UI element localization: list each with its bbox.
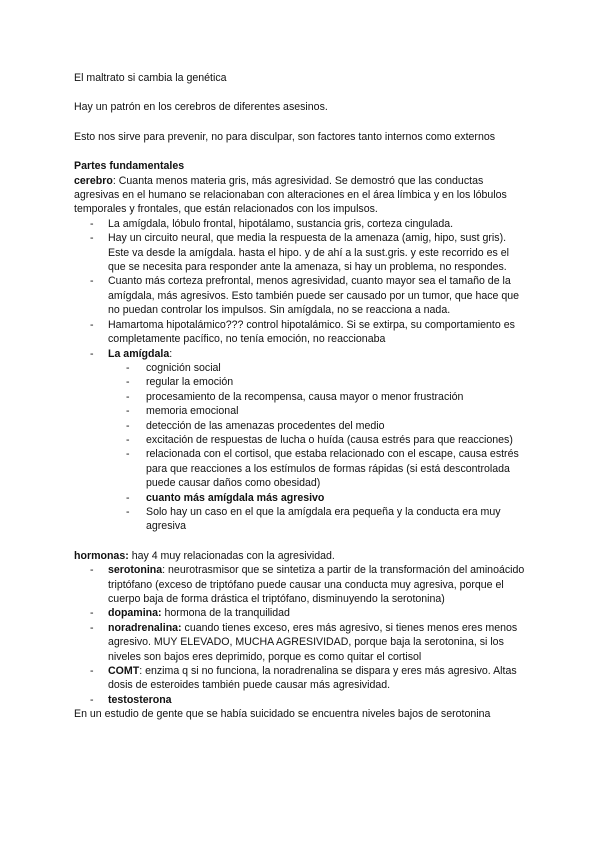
- dash-bullet: -: [90, 665, 94, 678]
- hormone-term: dopamina:: [108, 607, 162, 620]
- dash-bullet: -: [126, 419, 130, 432]
- dash-bullet: -: [90, 693, 94, 706]
- sub-list-item: [108, 375, 526, 389]
- hormonas-list: [74, 563, 526, 707]
- dash-bullet: -: [90, 275, 94, 288]
- sub-list-item-text: cognición social: [146, 361, 221, 374]
- hormone-term: testosterona: [108, 693, 172, 706]
- dash-bullet: -: [90, 232, 94, 245]
- list-item-dopamina: [74, 606, 526, 620]
- sub-list-item-text: Solo hay un caso en el que la amígdala era pequeña y la conducta era muy agresiva: [146, 505, 501, 533]
- list-item-amigdala: [74, 347, 526, 534]
- dash-bullet: -: [126, 361, 130, 374]
- sub-list-item: [108, 491, 526, 505]
- sub-list-item: [108, 505, 526, 534]
- list-item: [74, 231, 526, 274]
- list-item: [74, 318, 526, 347]
- dash-bullet: -: [90, 621, 94, 634]
- sub-list-item: [108, 390, 526, 404]
- final-paragraph: En un estudio de gente que se había suicidado se encuentra niveles bajos de serotonina: [74, 708, 491, 721]
- intro-paragraph-2: Esto nos sirve para prevenir, no para disculpar, son factores tanto internos como externos: [74, 130, 496, 143]
- cerebro-term: cerebro: [74, 174, 113, 187]
- list-item: [74, 274, 526, 317]
- list-item-testosterona: [74, 693, 526, 707]
- dash-bullet: -: [90, 318, 94, 331]
- list-item-comt: [74, 664, 526, 693]
- cerebro-paragraph: [74, 174, 526, 217]
- hormonas-text: hay 4 muy relacionadas con la agresividad.: [128, 549, 335, 562]
- dash-bullet: -: [90, 564, 94, 577]
- list-item-text: La amígdala, lóbulo frontal, hipotálamo, sustancia gris, corteza cingulada.: [108, 217, 454, 230]
- dash-bullet: -: [126, 405, 130, 418]
- sub-list-item-text: detección de las amenazas procedentes del medio: [146, 419, 385, 432]
- list-item-text: Hamartoma hipotalámico??? control hipotalámico. Si se extirpa, su comportamiento es completamente pacífico, no tenía emoción, no reaccionaba: [108, 318, 515, 346]
- hormone-text: hormona de la tranquilidad: [161, 607, 290, 620]
- dash-bullet: -: [90, 607, 94, 620]
- dash-bullet: -: [126, 505, 130, 518]
- dash-bullet: -: [126, 390, 130, 403]
- dash-bullet: -: [126, 448, 130, 461]
- hormone-term: serotonina: [108, 564, 163, 577]
- list-item-noradrenalina: [74, 621, 526, 664]
- cerebro-text: : Cuanta menos materia gris, más agresividad. Se demostró que las conductas agresivas en el humano se relacionaban con alteraciones en el área límbica y en los lóbulos temporales y frontales, que están relacionados con los impulsos.: [74, 174, 507, 216]
- sub-list-item: [108, 404, 526, 418]
- dash-bullet: -: [90, 347, 94, 360]
- hormone-term: noradrenalina:: [108, 621, 182, 634]
- dash-bullet: -: [126, 376, 130, 389]
- sub-list-item: [108, 361, 526, 375]
- sub-list-item: [108, 447, 526, 490]
- sub-list-item-text: procesamiento de la recompensa, causa mayor o menor frustración: [146, 390, 464, 403]
- intro-paragraph-1: Hay un patrón en los cerebros de diferentes asesinos.: [74, 101, 328, 114]
- list-item: [74, 217, 526, 231]
- doc-title: El maltrato si cambia la genética: [74, 72, 227, 84]
- amigdala-list: [108, 361, 526, 534]
- amigdala-colon: :: [169, 347, 173, 360]
- hormone-text: : neurotrasmisor que se sintetiza a partir de la transformación del aminoácido triptófano (exceso de triptófano puede causar una conducta muy agresiva, porque el cuerpo baja de forma drástica el triptófano, disminuyendo la serotonina): [108, 564, 525, 605]
- sub-list-item-text: excitación de respuestas de lucha o huída (causa estrés para que reacciones): [146, 433, 513, 446]
- dash-bullet: -: [90, 217, 94, 230]
- sub-list-item: [108, 433, 526, 447]
- hormone-text: cuando tienes exceso, eres más agresivo, si tienes menos eres menos agresivo. MUY ELEVADO, MUCHA AGRESIVIDAD, porque baja la serotonina, si los niveles son bajos eres deprimido, porque es como quitar el cortisol: [108, 621, 518, 663]
- hormone-text: : enzima q si no funciona, la noradrenalina se dispara y eres más agresivo. Altas dosis de esteroides también puede causar más agresividad.: [108, 665, 517, 692]
- sub-list-item-text: memoria emocional: [146, 405, 239, 418]
- cerebro-list: [74, 217, 526, 534]
- hormone-term: COMT: [108, 665, 140, 678]
- dash-bullet: -: [126, 433, 130, 446]
- list-item-text: Cuanto más corteza prefrontal, menos agresividad, cuanto mayor sea el tamaño de la amígdala, más agresivos. Esto también puede ser causado por un tumor, que hace que no puedan controlar los impulsos. Sin amígdala, no se reacciona a nada.: [108, 275, 520, 317]
- sub-list-item-text: relacionada con el cortisol, que estaba relacionado con el escape, causa estrés para que reacciones a los estímulos de formas rápidas (si está descontrolada puede causar daños como obesidad): [146, 448, 519, 490]
- amigdala-label: La amígdala: [108, 347, 170, 360]
- hormonas-paragraph: [74, 549, 526, 563]
- sub-list-item: [108, 419, 526, 433]
- list-item-serotonina: [74, 563, 526, 606]
- sub-list-item-bold: cuanto más amígdala más agresivo: [146, 491, 325, 504]
- dash-bullet: -: [126, 491, 130, 504]
- list-item-text: Hay un circuito neural, que media la respuesta de la amenaza (amig, hipo, sust gris). Este va desde la amígdala. hasta el hipo. y de ahí a la sust.gris. y este recorrido es el que se necesita para responder ante la amenaza, si hay un problema, no respondes.: [108, 232, 510, 274]
- section-heading: Partes fundamentales: [74, 160, 185, 173]
- document-page: [74, 71, 526, 722]
- sub-list-item-text: regular la emoción: [146, 376, 234, 389]
- hormonas-term: hormonas:: [74, 549, 129, 562]
